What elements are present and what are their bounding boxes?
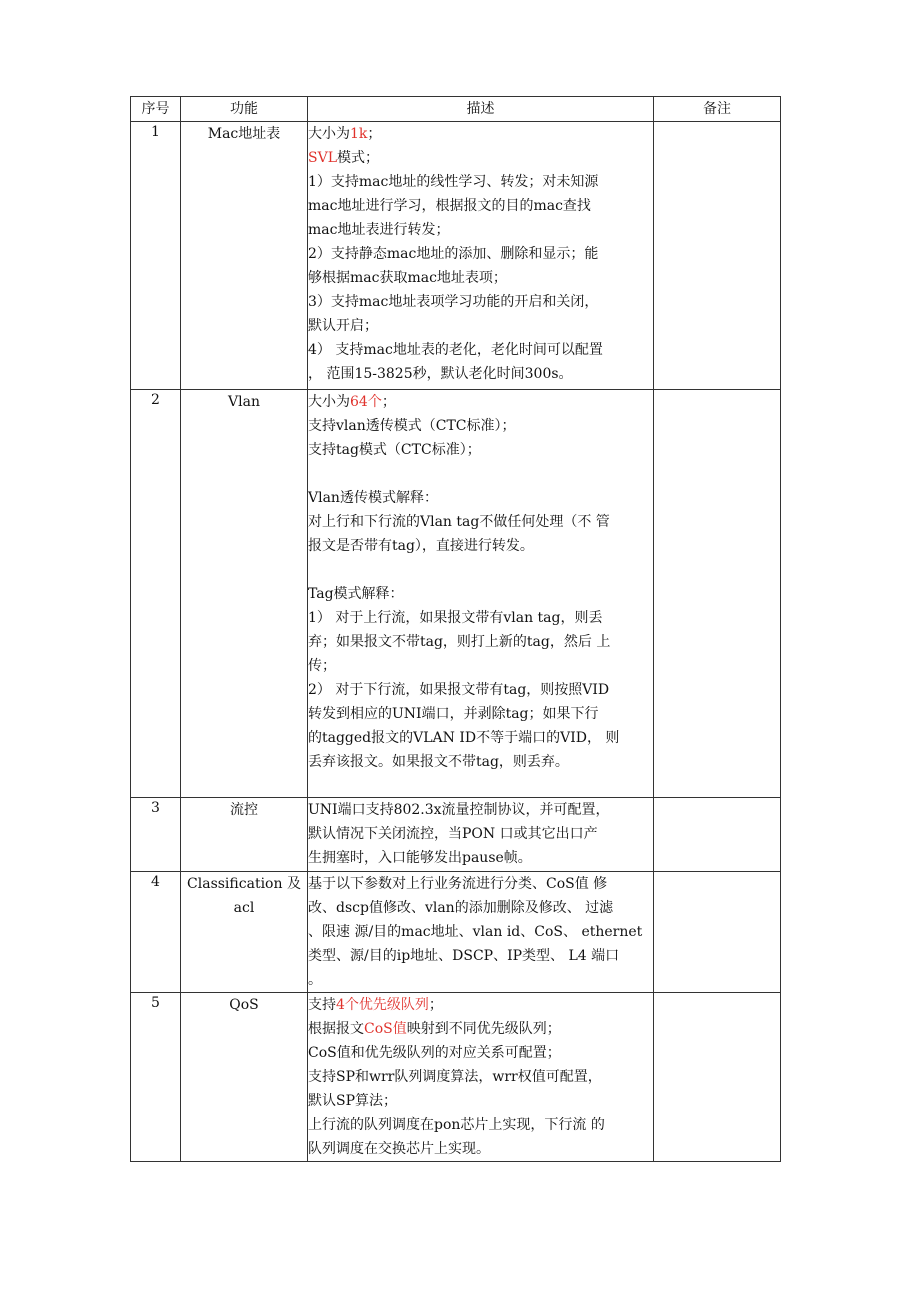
- description-line: 4） 支持mac地址表的老化，老化时间可以配置: [308, 342, 603, 358]
- blank-line: [308, 462, 653, 486]
- header-desc: 描述: [308, 97, 654, 122]
- text-segment: ；: [428, 997, 443, 1013]
- description-line: mac地址进行学习，根据报文的目的mac查找: [308, 198, 591, 214]
- description-line: mac地址表进行转发；: [308, 222, 450, 238]
- text-segment: 大小为: [308, 394, 350, 410]
- highlight-text: 64个: [350, 394, 382, 410]
- description-line: 3）支持mac地址表项学习功能的开启和关闭，: [308, 294, 599, 310]
- row-function: Vlan: [181, 390, 308, 798]
- description-line: 上行流的队列调度在pon芯片上实现，下行流 的: [308, 1117, 605, 1133]
- blank-line: [308, 558, 653, 582]
- description-line: 默认开启；: [308, 318, 378, 334]
- row-description: [308, 122, 654, 390]
- text-segment: 大小为: [308, 126, 350, 142]
- description-line: 1） 对于上行流，如果报文带有vlan tag，则丢: [308, 610, 603, 626]
- highlight-text: 4个优先级队列: [336, 997, 429, 1013]
- text-segment: ；: [367, 126, 382, 142]
- row-function: Mac地址表: [181, 122, 308, 390]
- text-segment: 模式；: [337, 150, 379, 166]
- description-line: 支持SP和wrr队列调度算法，wrr权值可配置，: [308, 1069, 602, 1085]
- description-line: 1）支持mac地址的线性学习、转发；对未知源: [308, 174, 599, 190]
- table-row: [131, 872, 781, 993]
- description-line: 。: [308, 972, 322, 988]
- text-segment: ；: [381, 394, 396, 410]
- description-line: Vlan透传模式解释：: [308, 490, 438, 506]
- description-line: [308, 146, 653, 170]
- description-line: 支持tag模式（CTC标准）；: [308, 442, 481, 458]
- feature-table: [130, 96, 781, 1162]
- table-row: [131, 798, 781, 872]
- row-function: 流控: [181, 798, 308, 872]
- description-line: ， 范围15-3825秒，默认老化时间300s。: [308, 366, 573, 382]
- description-line: 队列调度在交换芯片上实现。: [308, 1141, 490, 1157]
- row-number: 3: [131, 798, 181, 872]
- row-note: [654, 390, 781, 798]
- description-line: 改、dscp值修改、vlan的添加删除及修改、 过滤: [308, 900, 614, 916]
- description-line: [308, 390, 653, 414]
- highlight-text: SVL: [308, 150, 337, 166]
- table-row: [131, 390, 781, 798]
- description-line: 弃；如果报文不带tag，则打上新的tag，然后 上: [308, 634, 611, 650]
- table-row: [131, 122, 781, 390]
- description-line: 的tagged报文的VLAN ID不等于端口的VID， 则: [308, 730, 620, 746]
- description-line: 默认情况下关闭流控，当PON 口或其它出口产: [308, 826, 598, 842]
- header-note: 备注: [654, 97, 781, 122]
- description-line: [308, 993, 653, 1017]
- row-note: [654, 798, 781, 872]
- text-segment: 根据报文: [308, 1021, 364, 1037]
- row-number: 4: [131, 872, 181, 993]
- description-line: 生拥塞时，入口能够发出pause帧。: [308, 850, 532, 866]
- row-note: [654, 872, 781, 993]
- description-line: [308, 122, 653, 146]
- table-header-row: [131, 97, 781, 122]
- description-line: 、限速 源/目的mac地址、vlan id、CoS、 ethernet: [308, 924, 643, 940]
- description-line: 传；: [308, 658, 336, 674]
- description-line: 报文是否带有tag），直接进行转发。: [308, 538, 534, 554]
- row-number: 5: [131, 993, 181, 1162]
- row-description: [308, 872, 654, 993]
- row-description: [308, 390, 654, 798]
- highlight-text: 1k: [350, 126, 368, 142]
- description-line: [308, 1017, 653, 1041]
- text-segment: 映射到不同优先级队列；: [406, 1021, 561, 1037]
- row-note: [654, 122, 781, 390]
- description-line: 基于以下参数对上行业务流进行分类、CoS值 修: [308, 876, 608, 892]
- row-description: [308, 798, 654, 872]
- row-function: Classification 及 acl: [181, 872, 308, 993]
- table-row: [131, 993, 781, 1162]
- row-description: [308, 993, 654, 1162]
- description-line: 转发到相应的UNI端口，并剥除tag；如果下行: [308, 706, 599, 722]
- text-segment: 支持: [308, 997, 336, 1013]
- description-line: 丢弃该报文。如果报文不带tag，则丢弃。: [308, 754, 569, 770]
- row-function: QoS: [181, 993, 308, 1162]
- header-seq: 序号: [131, 97, 181, 122]
- header-func: 功能: [181, 97, 308, 122]
- row-note: [654, 993, 781, 1162]
- row-number: 2: [131, 390, 181, 798]
- row-number: 1: [131, 122, 181, 390]
- highlight-text: CoS值: [364, 1021, 407, 1037]
- description-line: 对上行和下行流的Vlan tag不做任何处理（不 管: [308, 514, 610, 530]
- description-line: 够根据mac获取mac地址表项；: [308, 270, 507, 286]
- description-line: Tag模式解释：: [308, 586, 404, 602]
- description-line: CoS值和优先级队列的对应关系可配置；: [308, 1045, 561, 1061]
- description-line: 支持vlan透传模式（CTC标准）；: [308, 418, 516, 434]
- description-line: UNI端口支持802.3x流量控制协议，并可配置，: [308, 802, 610, 818]
- description-line: 2） 对于下行流，如果报文带有tag，则按照VID: [308, 682, 610, 698]
- description-line: 2）支持静态mac地址的添加、删除和显示；能: [308, 246, 599, 262]
- description-line: 默认SP算法；: [308, 1093, 398, 1109]
- description-line: 类型、源/目的ip地址、DSCP、IP类型、 L4 端口: [308, 948, 620, 964]
